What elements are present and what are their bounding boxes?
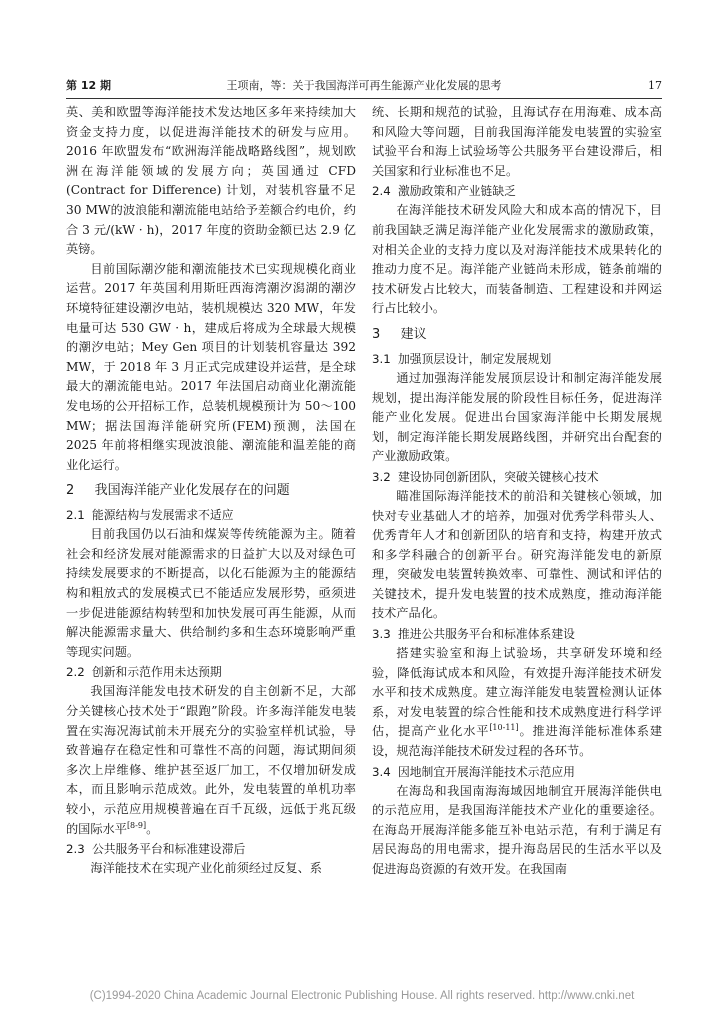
heading-text: 激励政策和产业链缺乏	[397, 184, 516, 199]
subsection-heading	[66, 662, 356, 682]
body-paragraph	[372, 487, 662, 624]
heading-text: 创新和示范作用未达预期	[91, 665, 222, 680]
body-paragraph	[66, 103, 356, 260]
paragraph-text: 在海岛和我国南海海域因地制宜开展海洋能供电的示范应用，是我国海洋能技术产业化的重要途径。在海岛开展海洋能多能互补电站示范，有利于满足有居民海岛的用电需求，提升海岛居民的生活水平以及促进海岛资源的有效开发。在我国南	[372, 783, 662, 876]
heading-text: 推进公共服务平台和标准体系建设	[397, 627, 575, 642]
paragraph-text: 瞄准国际海洋能技术的前沿和关键核心领域，加快对专业基础人才的培养，加强对优秀学科带头人、优秀青年人才和创新团队的培育和支持，构建开放式和多学科融合的创新平台。研究海洋能发电的新原理，突破发电装置转换效率、可靠性、测试和评估的关键技术，提升发电装置的技术成熟度，推动海洋能技术产品化。	[372, 488, 662, 621]
heading-text: 我国海洋能产业化发展存在的问题	[94, 483, 290, 499]
body-paragraph	[372, 369, 662, 467]
left-column	[66, 103, 356, 879]
paragraph-text: 在海洋能技术研发风险大和成本高的情况下，目前我国缺乏满足海洋能产业化发展需求的激励政策，对相关企业的支持力度以及对海洋能技术成果转化的推动力度不足。海洋能产业链尚未形成，链条前端的技术研发占比较大，而装备制造、工程建设和并网运行占比较小。	[372, 203, 662, 316]
body-paragraph	[372, 644, 662, 762]
paragraph-text: 搭建实验室和海上试验场，共享研发环境和经验，降低海试成本和风险，有效提升海洋能技术研发水平和技术成熟度。建立海洋能发电装置检测认证体系，对发电装置的综合性能和技术成熟度进行科学评估，提高产业化水平	[372, 646, 662, 739]
heading-text: 建设协同创新团队，突破关键核心技术	[397, 469, 599, 484]
heading-number: 3.1	[372, 351, 391, 366]
heading-number: 2	[66, 483, 75, 499]
heading-text: 建议	[400, 326, 427, 342]
paragraph-text: 英、美和欧盟等海洋能技术发达地区多年来持续加大资金支持力度，以促进海洋能技术的研发与应用。2016 年欧盟发布“欧洲海洋能战略路线图”，规划欧洲在海洋能领域的发展方向；英国通过 CFD (Contract for Difference) 计划，对装机容量不足 30 MW的波浪能和潮流能电站给予差额合约电价，约合 3 元/(kW · h)，2017 年度的资助金额已达 2.9 亿英镑。	[66, 105, 356, 257]
subsection-heading	[372, 762, 662, 782]
page-number: 17	[648, 79, 662, 92]
subsection-heading	[372, 467, 662, 487]
heading-text: 能源结构与发展需求不适应	[91, 508, 234, 523]
paragraph-text: 目前国际潮汐能和潮流能技术已实现规模化商业运营。2017 年英国利用斯旺西海湾潮汐潟湖的潮汐环境特征建设潮汐电站，装机规模达 320 MW，年发电量可达 530 GW · h，建成后将成为全球最大规模的潮汐电站；Mey Gen 项目的计划装机容量达 392 MW，于 2018 年 3 月正式完成建设并运营，是全球最大的潮流能电站。2017 年法国启动商业化潮流能发电场的公开招标工作，总装机规模预计为 50～100 MW；据法国海洋能研究所(FEM)预测，法国在 2025 年前将相继实现波浪能、潮流能和温差能的商业化运行。	[66, 261, 356, 472]
paragraph-text: 目前我国仍以石油和煤炭等传统能源为主。随着社会和经济发展对能源需求的日益扩大以及对绿色可持续发展要求的不断提高，以化石能源为主的能源结构和粗放式的发展模式已不能适应发展形势，亟须进一步促进能源结构转型和加快发展可再生能源，从而解决能源需求量大、供给制约多和生态环境影响严重等现实问题。	[66, 527, 356, 659]
subsection-heading	[372, 349, 662, 369]
body-paragraph	[372, 201, 662, 319]
body-paragraph	[66, 260, 356, 476]
paragraph-text: 海洋能技术在实现产业化前须经过反复、系	[90, 861, 322, 876]
copyright-footer: (C)1994-2020 China Academic Journal Electronic Publishing House. All rights reserved. http://www.cnki.net	[89, 990, 635, 1002]
section-heading	[66, 480, 356, 502]
heading-number: 3.3	[372, 627, 391, 642]
paragraph-tail: 。推进海洋能标准体系建设，规范海洋能技术研发过程的各环节。	[372, 724, 663, 759]
section-heading	[372, 324, 662, 346]
paragraph-text: 通过加强海洋能发展顶层设计和制定海洋能发展规划，提出海洋能发展的阶段性目标任务，促进海洋能产业化发展。促进出台国家海洋能中长期发展规划，制定海洋能长期发展路线图，并研究出台配套的产业激励政策。	[372, 370, 662, 464]
citation-ref: [10-11]	[489, 723, 519, 733]
body-paragraph	[372, 782, 662, 880]
running-title: 王项南，等：关于我国海洋可再生能源产业化发展的思考	[226, 79, 502, 92]
subsection-heading	[372, 181, 662, 201]
heading-number: 2.3	[66, 842, 85, 857]
paragraph-text: 我国海洋能发电技术研发的自主创新不足，大部分关键核心技术处于“跟跑”阶段。许多海洋能发电装置在实海况海试前未开展充分的实验室样机试验，导致普遍存在稳定性和可靠性不高的问题，海试期间须多次上岸维修、维护甚至返厂加工，不仅增加研发成本，而且影响示范成效。此外，发电装置的单机功率较小，示范应用规模普遍在百千瓦级，远低于兆瓦级的国际水平	[66, 684, 356, 836]
heading-number: 3.4	[372, 764, 391, 779]
heading-text: 因地制宜开展海洋能技术示范应用	[397, 764, 575, 779]
issue-number: 第 12 期	[66, 79, 111, 92]
heading-number: 2.2	[66, 665, 85, 680]
heading-text: 加强顶层设计，制定发展规划	[397, 351, 552, 366]
right-column	[372, 103, 662, 880]
body-paragraph	[66, 859, 356, 879]
heading-text: 公共服务平台和标准建设滞后	[91, 842, 246, 857]
subsection-heading	[66, 505, 356, 525]
paragraph-tail: 。	[146, 821, 159, 836]
heading-number: 3	[372, 326, 381, 342]
citation-ref: [8-9]	[126, 820, 147, 830]
heading-number: 3.2	[372, 469, 391, 484]
body-paragraph	[66, 525, 356, 662]
body-paragraph	[372, 103, 662, 181]
heading-number: 2.1	[66, 508, 85, 523]
paragraph-text: 统、长期和规范的试验，且海试存在用海难、成本高和风险大等问题，目前我国海洋能发电装置的实验室试验平台和海上试验场等公共服务平台建设滞后，相关国家和行业标准也不足。	[372, 105, 662, 178]
running-header	[66, 76, 662, 99]
subsection-heading	[66, 839, 356, 859]
body-paragraph	[66, 682, 356, 839]
subsection-heading	[372, 624, 662, 644]
heading-number: 2.4	[372, 184, 391, 199]
